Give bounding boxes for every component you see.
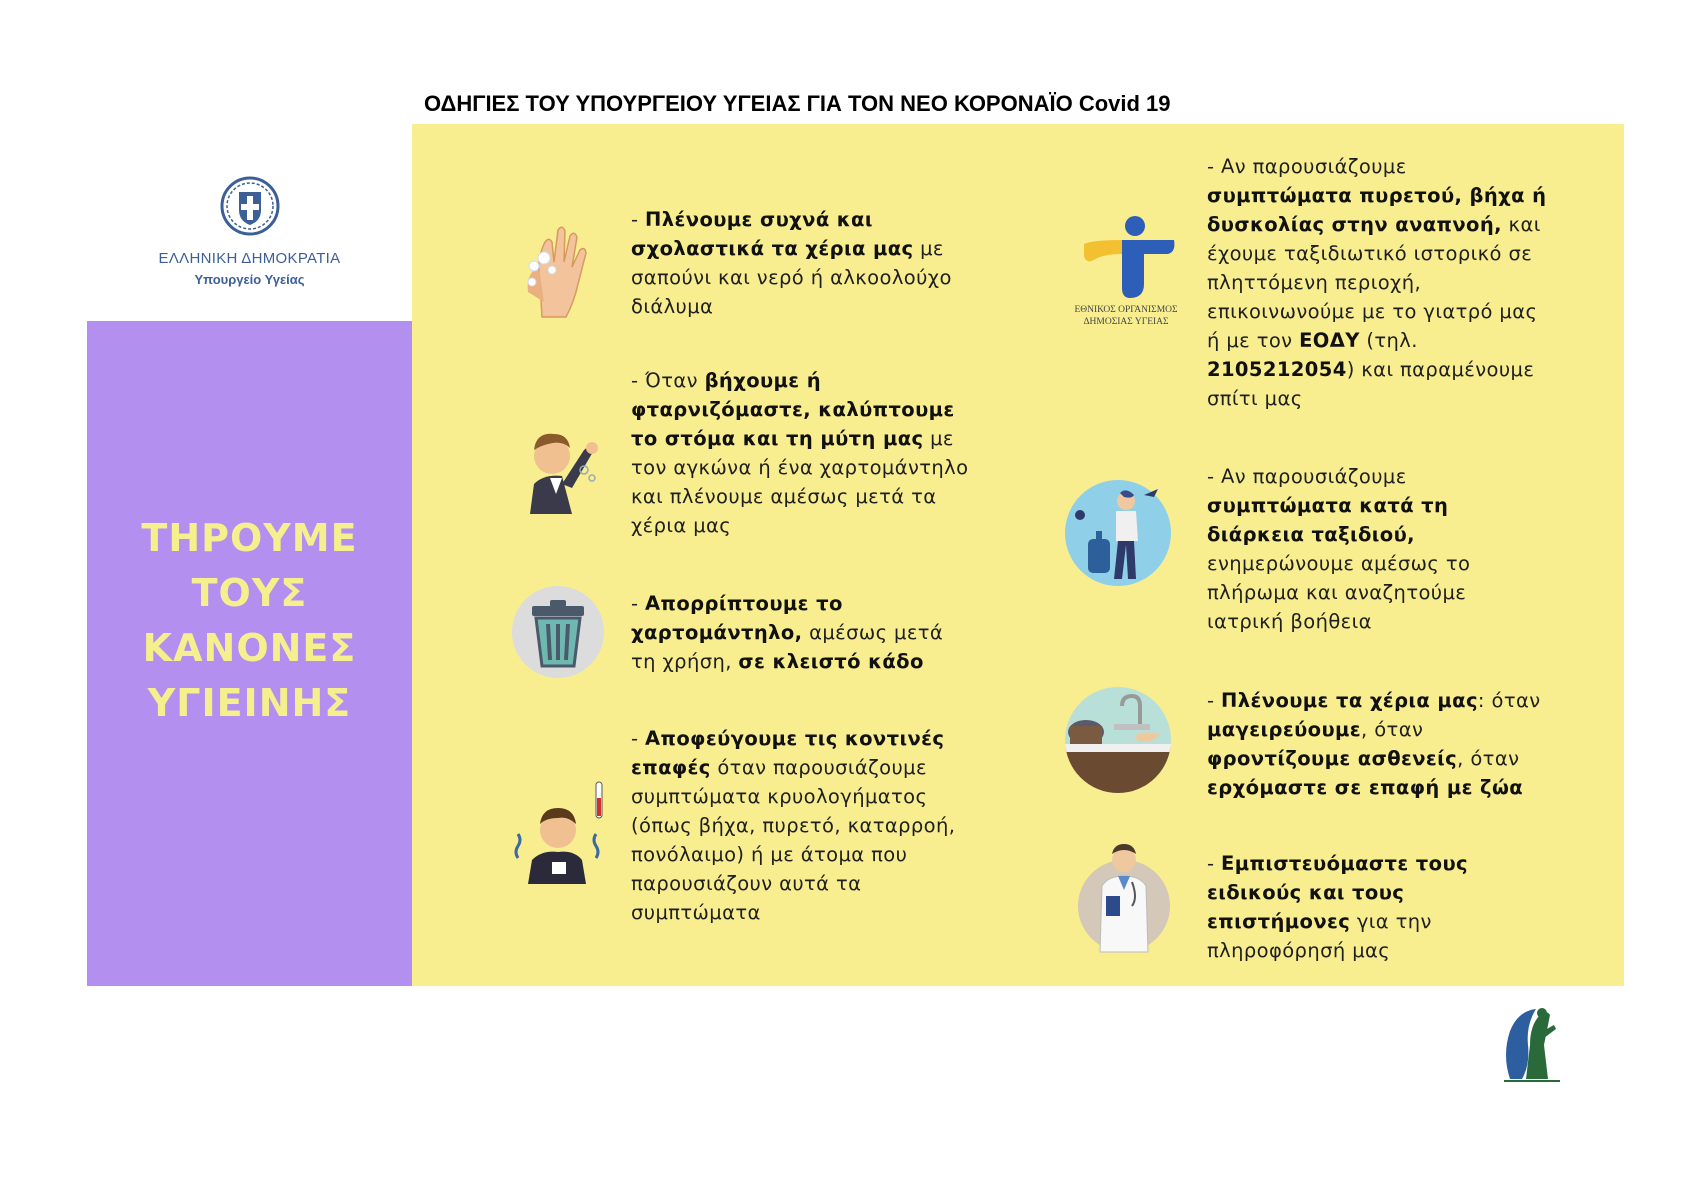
ministry-line1: ΕΛΛΗΝΙΚΗ ΔΗΜΟΚΡΑΤΙΑ (158, 250, 341, 267)
doctor-icon (1078, 840, 1170, 956)
traveler-icon (1064, 479, 1172, 587)
text-segment-bold: 2105212054 (1207, 358, 1347, 381)
instruction-travel-symptoms (1207, 462, 1547, 636)
text-segment: : όταν (1477, 689, 1541, 712)
text-segment-bold: σε κλειστό κάδο (738, 650, 924, 673)
ministry-logo (87, 124, 412, 321)
text-segment: με τον αγκώνα ή ένα χαρτομάντηλο και πλένουμε αμέσως μετά τα χέρια μας (631, 427, 969, 537)
slogan-line: ΥΓΙΕΙΝΗΣ (147, 681, 352, 725)
text-segment: - (631, 727, 646, 750)
eody-logo-text (1060, 304, 1192, 328)
text-segment-bold: Εμπιστευόμαστε τους ειδικούς και τους επιστήμονες (1207, 852, 1468, 933)
text-segment: , όταν (1457, 747, 1520, 770)
text-segment: ενημερώνουμε αμέσως το πλήρωμα και αναζητούμε ιατρική βοήθεια (1207, 552, 1471, 633)
slogan-line: ΤΟΥΣ (191, 571, 308, 615)
text-segment-bold: ΕΟΔΥ (1299, 329, 1360, 352)
greek-emblem-icon (220, 176, 280, 236)
instruction-trust-experts (1207, 849, 1547, 965)
slogan (87, 511, 412, 731)
instruction-trash (631, 589, 971, 676)
handwashing-icon (522, 222, 592, 322)
text-segment: ) και παραμένουμε σπίτι μας (1207, 358, 1535, 410)
text-segment-bold: φροντίζουμε ασθενείς (1207, 747, 1458, 770)
sneezing-person-icon (522, 414, 602, 514)
text-segment: - (631, 208, 646, 231)
page-title: ΟΔΗΓΙΕΣ ΤΟΥ ΥΠΟΥΡΓΕΙΟΥ ΥΓΕΙΑΣ ΓΙΑ ΤΟΝ ΝΕΟ ΚΟΡΟΝΑΪΟ Covid 19 (424, 91, 1171, 116)
instruction-eody (1207, 152, 1547, 413)
ministry-line2: Υπουργείο Υγείας (194, 272, 305, 287)
text-segment: - (1207, 852, 1222, 875)
text-segment-bold: συμπτώματα κατά τη διάρκεια ταξιδιού, (1207, 494, 1449, 546)
text-segment: - Αν παρουσιάζουμε (1207, 465, 1407, 488)
slogan-line: ΤΗΡΟΥΜΕ (141, 516, 358, 560)
text-segment-bold: βήχουμε ή φταρνιζόμαστε, καλύπτουμε το στόμα και τη μύτη μας (631, 369, 955, 450)
kitchen-sink-icon (1064, 686, 1172, 794)
text-segment: - (1207, 689, 1222, 712)
text-segment-bold: συμπτώματα πυρετού, βήχα ή δυσκολίας στην αναπνοή, (1207, 184, 1547, 236)
text-segment: - (631, 592, 646, 615)
text-segment-bold: Πλένουμε συχνά και σχολαστικά τα χέρια μας (631, 208, 914, 260)
slogan-line: ΚΑΝΟΝΕΣ (142, 626, 357, 670)
instruction-handwashing (631, 205, 961, 321)
text-segment-bold: Πλένουμε τα χέρια μας (1221, 689, 1478, 712)
eody-logo-line: ΕΘΝΙΚΟΣ ΟΡΓΑΝΙΣΜΟΣ (1074, 305, 1178, 315)
instructions-panel (412, 124, 1624, 986)
text-segment-bold: Αποφεύγουμε τις κοντινές επαφές (631, 727, 945, 779)
text-segment-bold: Απορρίπτουμε το χαρτομάντηλο, (631, 592, 843, 644)
text-segment: και έχουμε ταξιδιωτικό ιστορικό σε πληττόμενη περιοχή, επικοινωνούμε με το γιατρό μας ή με τον (1207, 213, 1541, 352)
text-segment: (τηλ. (1359, 329, 1418, 352)
instruction-avoid-contact (631, 724, 971, 927)
eody-logo-line: ΔΗΜΟΣΙΑΣ ΥΓΕΙΑΣ (1083, 317, 1169, 327)
sick-person-icon (512, 774, 608, 884)
instruction-wash-hands (1207, 686, 1547, 802)
text-segment: αμέσως μετά τη χρήση, (631, 621, 944, 673)
text-segment: , όταν (1361, 718, 1424, 741)
slogan-panel (87, 321, 412, 986)
text-segment: όταν παρουσιάζουμε συμπτώματα κρυολογήματος (όπως βήχα, πυρετό, καταρροή, πονόλαιμο) ή με άτομα που παρουσιάζουν αυτά τα συμπτώματα (631, 756, 956, 924)
text-segment: - Αν παρουσιάζουμε (1207, 155, 1407, 178)
instruction-sneezing (631, 366, 971, 540)
text-segment: για την πληροφόρησή μας (1207, 910, 1432, 962)
text-segment-bold: μαγειρεύουμε (1207, 718, 1362, 741)
text-segment: με σαπούνι και νερό ή αλκοολούχο διάλυμα (631, 237, 952, 318)
text-segment-bold: ερχόμαστε σε επαφή με ζώα (1207, 776, 1524, 799)
text-segment: - Όταν (631, 369, 705, 392)
organization-emblem-icon (1496, 1005, 1564, 1083)
trash-bin-icon (510, 584, 606, 680)
